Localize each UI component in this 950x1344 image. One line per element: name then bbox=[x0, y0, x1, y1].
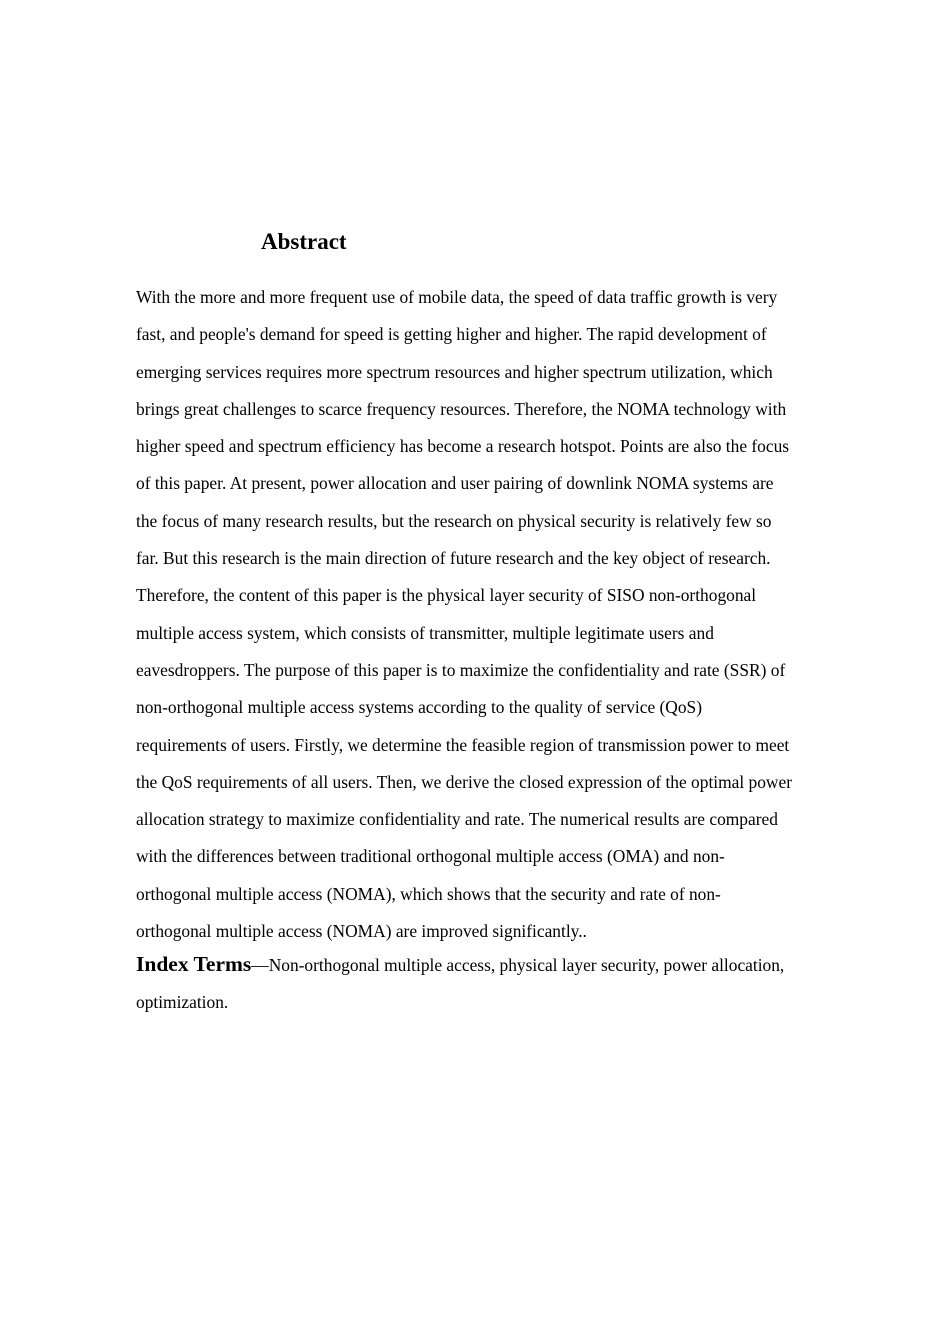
index-terms-label: Index Terms bbox=[136, 952, 252, 976]
abstract-line: far. But this research is the main direction of future research and the key object of research. bbox=[136, 548, 771, 569]
index-terms bbox=[136, 946, 896, 1022]
abstract-line: eavesdroppers. The purpose of this paper is to maximize the confidentiality and rate (SSR) of bbox=[136, 659, 786, 680]
abstract-line: multiple access system, which consists of transmitter, multiple legitimate users and bbox=[136, 622, 714, 643]
abstract-line: the QoS requirements of all users. Then, we derive the closed expression of the optimal power bbox=[136, 771, 792, 792]
abstract-line: Therefore, the content of this paper is the physical layer security of SISO non-orthogonal bbox=[136, 585, 757, 606]
abstract-line: fast, and people's demand for speed is getting higher and higher. The rapid development of bbox=[136, 324, 767, 345]
index-terms-line-2: optimization. bbox=[136, 992, 229, 1013]
abstract-line: requirements of users. Firstly, we determine the feasible region of transmission power to meet bbox=[136, 734, 790, 755]
abstract-line: non-orthogonal multiple access systems according to the quality of service (QoS) bbox=[136, 697, 703, 718]
abstract-line: of this paper. At present, power allocation and user pairing of downlink NOMA systems are bbox=[136, 473, 774, 494]
abstract-line: higher speed and spectrum efficiency has become a research hotspot. Points are also the focus bbox=[136, 436, 790, 457]
abstract-line: With the more and more frequent use of mobile data, the speed of data traffic growth is very bbox=[136, 287, 778, 307]
abstract-body bbox=[136, 279, 896, 950]
abstract-line: brings great challenges to scarce frequency resources. Therefore, the NOMA technology with bbox=[136, 398, 787, 419]
abstract-line: allocation strategy to maximize confidentiality and rate. The numerical results are compared bbox=[136, 809, 778, 830]
abstract-line: orthogonal multiple access (NOMA) are improved significantly.. bbox=[136, 921, 587, 942]
abstract-line: emerging services requires more spectrum resources and higher spectrum utilization, which bbox=[136, 361, 773, 382]
abstract-heading: Abstract bbox=[261, 229, 347, 254]
index-terms-line-1 bbox=[136, 946, 896, 984]
abstract-line: orthogonal multiple access (NOMA), which shows that the security and rate of non- bbox=[136, 883, 721, 904]
abstract-line: with the differences between traditional orthogonal multiple access (OMA) and non- bbox=[136, 846, 725, 867]
index-terms-text: —Non-orthogonal multiple access, physical layer security, power allocation, bbox=[251, 955, 785, 975]
abstract-line: the focus of many research results, but the research on physical security is relatively few so bbox=[136, 510, 772, 531]
